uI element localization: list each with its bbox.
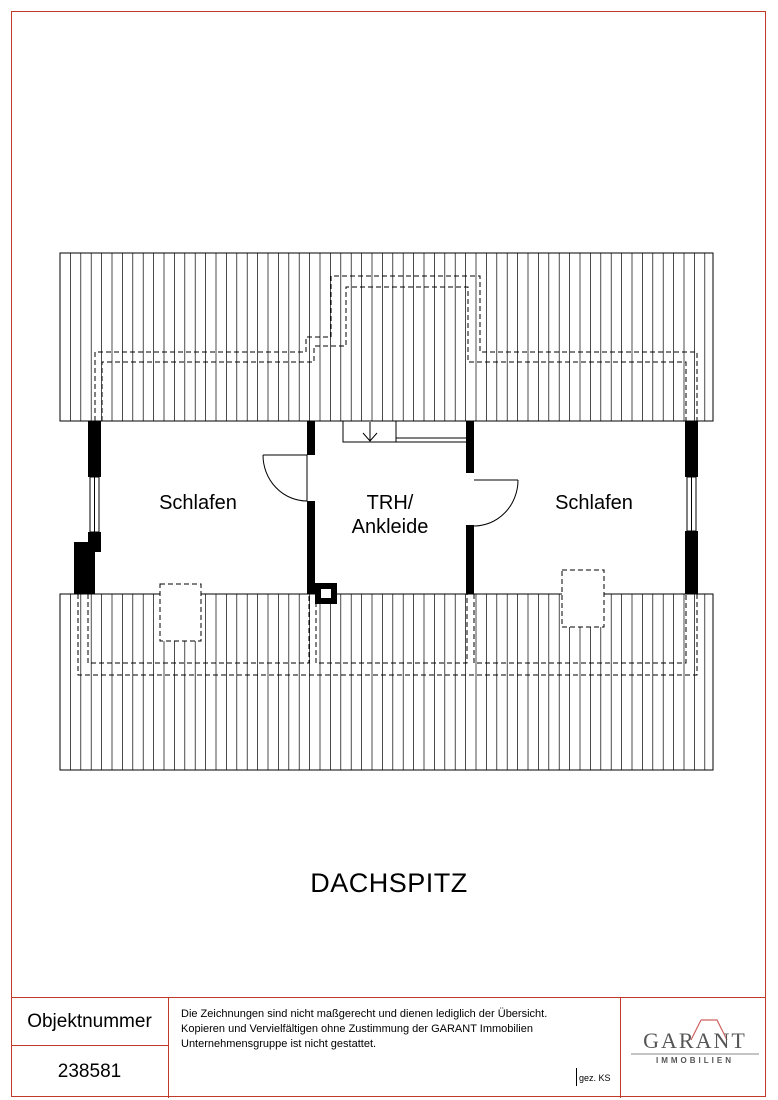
room-label-ankleide: Ankleide	[351, 516, 429, 538]
notice-line-2: Kopieren und Vervielfältigen ohne Zustimmung der GARANT Immobilien	[181, 1023, 533, 1035]
logo-text: GARANT	[643, 1028, 747, 1053]
object-number-label: Objektnummer	[11, 998, 169, 1046]
skylight-right	[562, 570, 604, 627]
door-right	[474, 480, 518, 526]
copyright-notice	[181, 1007, 621, 1052]
garant-logo	[629, 1016, 761, 1076]
upper-dashed-outline	[95, 276, 697, 421]
lower-roof	[60, 594, 713, 770]
notice-line-1: Die Zeichnungen sind nicht maßgerecht und dienen lediglich der Übersicht.	[181, 1008, 548, 1020]
room-label-trh-ankleide	[340, 491, 440, 539]
object-number: 238581	[11, 1045, 169, 1098]
logo-subtext: IMMOBILIEN	[656, 1056, 734, 1065]
drawn-by: gez. KS	[579, 1073, 611, 1083]
notice-line-3: Unternehmensgruppe ist nicht gestattet.	[181, 1038, 377, 1050]
window-right	[687, 477, 696, 531]
room-label-trh: TRH/	[366, 492, 414, 514]
stair-hatch	[343, 421, 470, 442]
upper-roof	[60, 253, 713, 421]
skylight-left	[160, 584, 201, 641]
chimney	[315, 583, 337, 604]
door-left	[263, 455, 307, 501]
drawn-by-divider	[576, 1068, 577, 1086]
room-label-schlafen-right: Schlafen	[555, 492, 633, 514]
footer-separator	[620, 998, 621, 1098]
room-label-schlafen-left: Schlafen	[159, 492, 237, 514]
window-left	[90, 477, 99, 532]
footer	[11, 997, 766, 1097]
plan-title: DACHSPITZ	[310, 868, 468, 898]
